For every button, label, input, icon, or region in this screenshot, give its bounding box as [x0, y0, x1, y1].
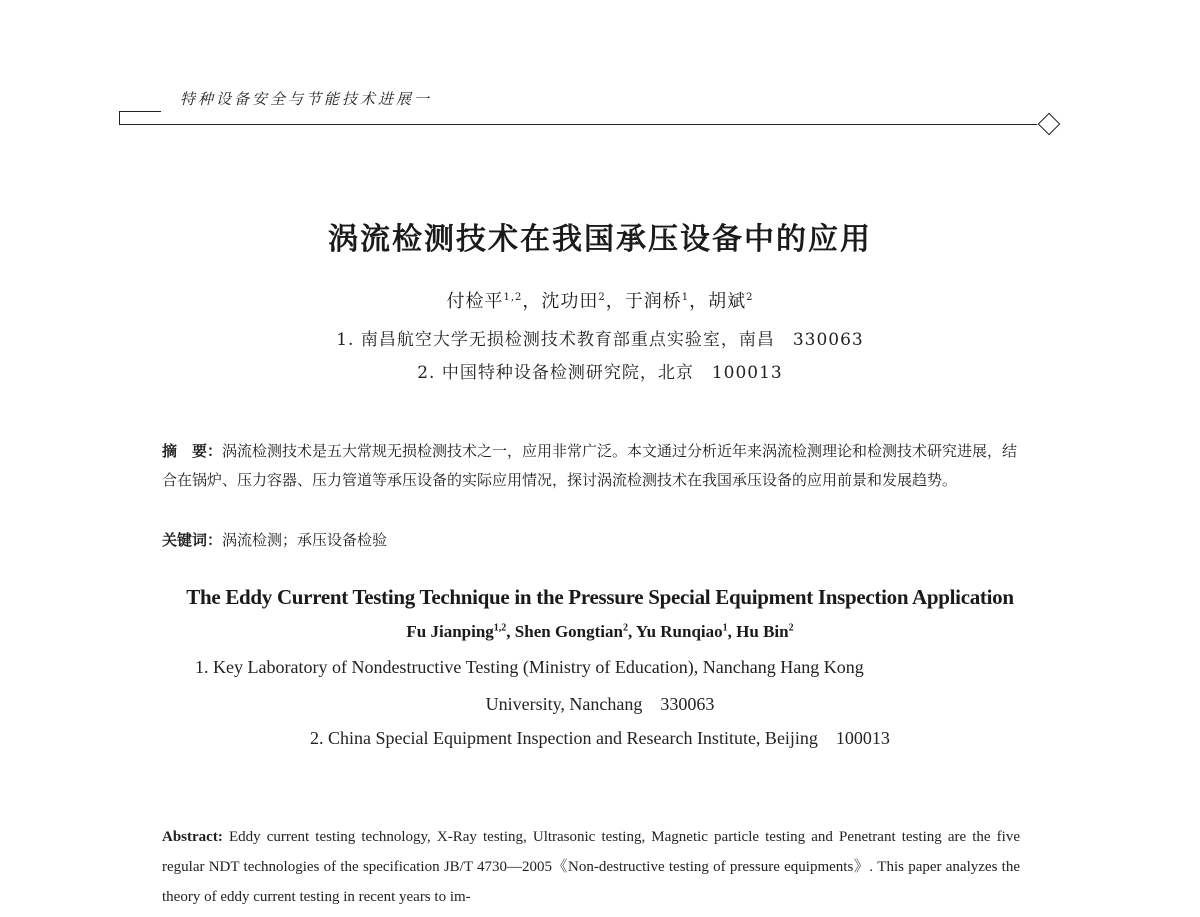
author-zh: 于润桥 — [624, 291, 682, 312]
affiliation-en-1-cont: University, Nanchang 330063 — [485, 694, 715, 714]
affiliation-en-1: 1. Key Laboratory of Nondestructive Testing (Ministry of Education), Nanchang Hang Kong — [195, 657, 864, 677]
abstract-en-label: Abstract: — [162, 829, 223, 845]
keywords-zh-text: 涡流检测；承压设备检验 — [222, 531, 388, 549]
abstract-en-text: Eddy current testing technology, X-Ray testing, Ultrasonic testing, Magnetic particle testing and Penetrant testing are the five regular NDT technologies of the specification JB/T 4730—2005《Non-destructive testing of pressure equipments》. This paper analyzes the theory of eddy current testing in recent years to im- — [162, 829, 1020, 905]
abstract-en — [162, 822, 1020, 912]
abstract-zh-text: 涡流检测技术是五大常规无损检测技术之一，应用非常广泛。本文通过分析近年来涡流检测理论和检测技术研究进展，结合在锅炉、压力容器、压力管道等承压设备的实际应用情况，探讨涡流检测技术在我国承压设备的应用前景和发展趋势。 — [162, 442, 1018, 489]
keywords-zh-label: 关键词： — [162, 531, 223, 549]
abstract-zh — [162, 437, 1032, 495]
diamond-icon — [1038, 113, 1061, 136]
author-sup: 2 — [746, 292, 754, 303]
author-sup: 1,2 — [493, 622, 507, 634]
author-zh: 沈功田 — [541, 291, 599, 312]
series-header: 特种设备安全与节能技术进展一 — [180, 90, 433, 108]
abstract-zh-label: 摘 要： — [162, 442, 223, 460]
author-sup: 2 — [598, 292, 606, 303]
affiliation-en-2: 2. China Special Equipment Inspection and Research Institute, Beijing 100013 — [310, 728, 890, 748]
author-sup: 1,2 — [503, 292, 523, 303]
author-en: Shen Gongtian — [514, 622, 623, 641]
author-sup: 2 — [622, 622, 628, 634]
authors-zh: 付检平$^{1,2}$，沈功田$^2$，于润桥$^1$，胡斌$^2$ — [446, 291, 754, 312]
author-zh: 胡斌 — [708, 291, 747, 312]
author-sup: 1 — [681, 292, 690, 303]
paper-title-zh: 涡流检测技术在我国承压设备中的应用 — [328, 222, 872, 257]
author-zh: 付检平 — [446, 291, 504, 312]
authors-en: Fu Jianping$^{1,2}$, Shen Gongtian$^2$, Yu Runqiao$^1$, Hu Bin$^2$ — [406, 622, 794, 641]
affiliation-zh-1: 1. 南昌航空大学无损检测技术教育部重点实验室，南昌 330063 — [336, 330, 864, 350]
header-rule-tick — [119, 111, 120, 125]
keywords-zh — [162, 529, 387, 550]
header-rule — [119, 124, 1037, 125]
header-rule-short — [119, 111, 161, 112]
author-sup: 1 — [722, 622, 728, 634]
author-en: Yu Runqiao — [635, 622, 723, 641]
paper-title-en: The Eddy Current Testing Technique in the Pressure Special Equipment Inspection Application — [186, 585, 1014, 609]
author-en: Fu Jianping — [406, 622, 494, 641]
author-en: Hu Bin — [736, 622, 789, 641]
affiliation-zh-2: 2. 中国特种设备检测研究院，北京 100013 — [417, 363, 783, 383]
author-sup: 2 — [788, 622, 794, 634]
